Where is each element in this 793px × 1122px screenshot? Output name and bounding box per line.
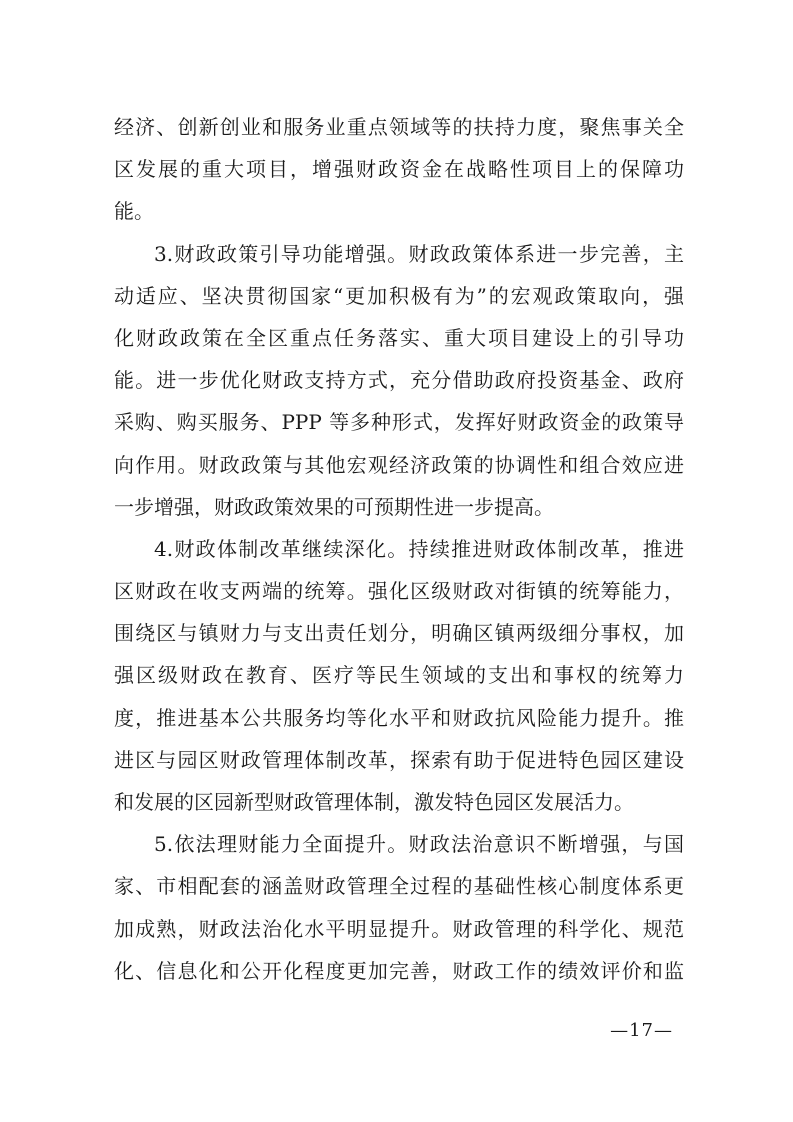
text-line: 5.依法理财能力全面提升。财政法治意识不断增强，与国 xyxy=(154,832,684,857)
paragraph-2 xyxy=(114,233,684,528)
body-text xyxy=(114,106,684,992)
text-line: 能。进一步优化财政支持方式，充分借助政府投资基金、政府 xyxy=(114,368,684,393)
text-line: 区发展的重大项目，增强财政资金在战略性项目上的保障功 xyxy=(114,157,684,182)
text-line: 一步增强，财政政策效果的可预期性进一步提高。 xyxy=(114,494,554,519)
paragraph-4 xyxy=(114,823,684,992)
text-line: 3.财政政策引导功能增强。财政政策体系进一步完善，主 xyxy=(154,241,684,266)
text-line: 化财政政策在全区重点任务落实、重大项目建设上的引导功 xyxy=(114,325,684,350)
text-line: 围绕区与镇财力与支出责任划分，明确区镇两级细分事权，加 xyxy=(114,621,684,646)
text-line: 能。 xyxy=(114,199,154,224)
text-line: 4.财政体制改革继续深化。持续推进财政体制改革，推进 xyxy=(154,536,684,561)
paragraph-1 xyxy=(114,106,684,233)
text-line: 向作用。财政政策与其他宏观经济政策的协调性和组合效应进 xyxy=(114,452,684,477)
text-line: 家、市相配套的涵盖财政管理全过程的基础性核心制度体系更 xyxy=(114,874,684,899)
text-line: 采购、购买服务、PPP 等多种形式，发挥好财政资金的政策导 xyxy=(114,410,684,435)
text-line: 动适应、坚决贯彻国家“更加积极有为”的宏观政策取向，强 xyxy=(114,283,684,308)
text-line: 进区与园区财政管理体制改革，探索有助于促进特色园区建设 xyxy=(114,747,684,772)
text-line: 经济、创新创业和服务业重点领域等的扶持力度，聚焦事关全 xyxy=(114,115,684,139)
text-line: 区财政在收支两端的统筹。强化区级财政对街镇的统筹能力， xyxy=(114,579,684,604)
text-line: 度，推进基本公共服务均等化水平和财政抗风险能力提升。推 xyxy=(114,705,684,730)
text-line: 和发展的区园新型财政管理体制，激发特色园区发展活力。 xyxy=(114,790,634,814)
page-number: —17— xyxy=(610,1020,673,1041)
text-line: 加成熟，财政法治化水平明显提升。财政管理的科学化、规范 xyxy=(114,916,684,941)
text-line: 强区级财政在教育、医疗等民生领域的支出和事权的统筹力 xyxy=(114,663,684,688)
paragraph-3 xyxy=(114,528,684,823)
text-line: 化、信息化和公开化程度更加完善，财政工作的绩效评价和监 xyxy=(114,958,684,983)
